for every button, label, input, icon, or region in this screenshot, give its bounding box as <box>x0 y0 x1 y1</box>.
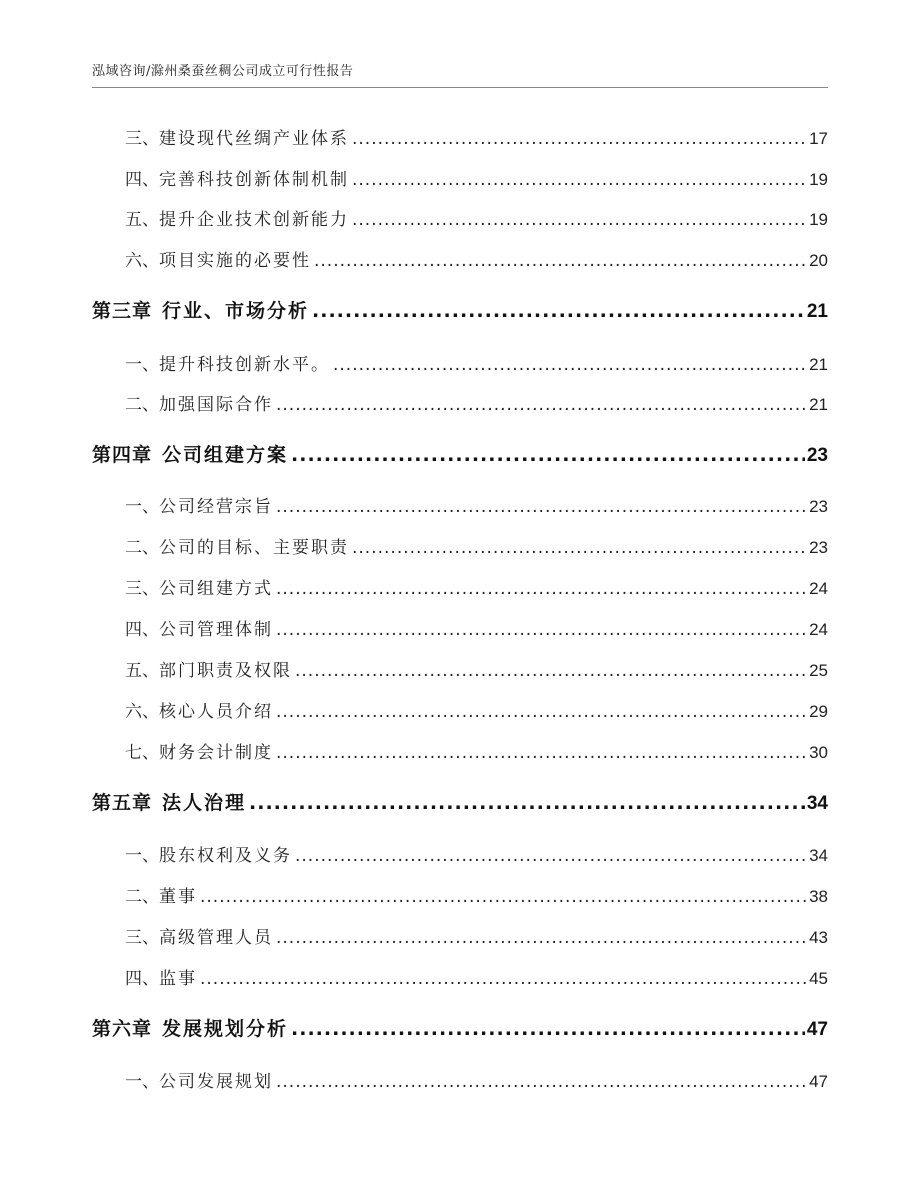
toc-entry[interactable] <box>125 205 828 230</box>
toc-entry-title: 提升科技创新水平。 <box>159 355 330 375</box>
toc-entry-title: 财务会计制度 <box>159 743 273 763</box>
toc-dot-leader <box>333 355 807 375</box>
toc-entry[interactable] <box>125 697 828 722</box>
toc-entry-title: 公司发展规划 <box>159 1072 273 1092</box>
toc-dot-leader <box>276 702 807 722</box>
toc-entry-page: 24 <box>809 579 828 598</box>
toc-chapter-page: 23 <box>806 445 828 466</box>
toc-entry-number: 一、 <box>125 1072 159 1092</box>
toc-chapter-page: 34 <box>806 793 828 814</box>
toc-chapter-title: 法人治理 <box>162 792 247 814</box>
toc-entry-page: 21 <box>809 395 828 414</box>
toc-entry-title: 核心人员介绍 <box>159 702 273 722</box>
toc-entry[interactable] <box>125 738 828 763</box>
toc-entry[interactable] <box>125 390 828 415</box>
toc-entry-page: 21 <box>809 355 828 374</box>
toc-entry-number: 二、 <box>125 538 159 558</box>
toc-entry-title: 董事 <box>159 887 197 907</box>
toc-entry-number: 一、 <box>125 846 159 866</box>
toc-chapter-title: 行业、市场分析 <box>162 300 310 322</box>
toc-entry-number: 六、 <box>125 251 159 271</box>
toc-entry[interactable] <box>125 964 828 989</box>
toc-dot-leader <box>276 497 807 517</box>
toc-entry-page: 47 <box>809 1072 828 1091</box>
toc-entry[interactable] <box>125 923 828 948</box>
toc-dot-leader <box>352 170 807 190</box>
toc-entry-title: 部门职责及权限 <box>159 661 292 681</box>
toc-entry-number: 四、 <box>125 170 159 190</box>
toc-dot-leader <box>276 579 807 599</box>
toc-dot-leader <box>276 1072 807 1092</box>
toc-entry-title: 公司管理体制 <box>159 620 273 640</box>
toc-entry[interactable] <box>125 492 828 517</box>
toc-entry-number: 六、 <box>125 702 159 722</box>
toc-chapter[interactable] <box>92 788 828 815</box>
toc-entry[interactable] <box>125 165 828 190</box>
toc-entry[interactable] <box>125 350 828 375</box>
toc-chapter-number: 第六章 <box>92 1018 153 1040</box>
toc-chapter-page: 47 <box>806 1019 828 1040</box>
toc-entry-title: 完善科技创新体制机制 <box>159 170 349 190</box>
toc-dot-leader <box>352 210 807 230</box>
toc-chapter-title: 公司组建方案 <box>162 444 289 466</box>
toc-entry-page: 29 <box>809 702 828 721</box>
toc-dot-leader <box>276 620 807 640</box>
toc-dot-leader <box>200 969 807 989</box>
toc-entry-number: 三、 <box>125 928 159 948</box>
toc-entry[interactable] <box>125 615 828 640</box>
toc-entry[interactable] <box>125 1067 828 1092</box>
toc-dot-leader <box>276 928 807 948</box>
toc-dot-leader <box>295 846 807 866</box>
toc-dot-leader <box>249 792 805 814</box>
toc-entry-number: 三、 <box>125 579 159 599</box>
toc-dot-leader <box>276 743 807 763</box>
toc-chapter-number: 第四章 <box>92 444 153 466</box>
toc-dot-leader <box>352 129 807 149</box>
toc-entry-number: 二、 <box>125 887 159 907</box>
toc-chapter[interactable] <box>92 1014 828 1041</box>
toc-entry-page: 19 <box>809 170 828 189</box>
toc-entry[interactable] <box>125 656 828 681</box>
toc-dot-leader <box>291 444 805 466</box>
toc-dot-leader <box>312 300 805 322</box>
toc-entry[interactable] <box>125 124 828 149</box>
toc-dot-leader <box>276 395 807 415</box>
toc-entry[interactable] <box>125 246 828 271</box>
toc-entry-number: 四、 <box>125 620 159 640</box>
toc-entry-page: 23 <box>809 497 828 516</box>
toc-entry-page: 34 <box>809 846 828 865</box>
toc-entry-page: 25 <box>809 661 828 680</box>
toc-entry-number: 五、 <box>125 661 159 681</box>
toc-entry-page: 38 <box>809 887 828 906</box>
toc-entry-page: 19 <box>809 210 828 229</box>
toc-entry-number: 四、 <box>125 969 159 989</box>
toc-entry-page: 24 <box>809 620 828 639</box>
toc-entry-page: 23 <box>809 538 828 557</box>
toc-entry-title: 加强国际合作 <box>159 395 273 415</box>
toc-chapter-number: 第三章 <box>92 300 153 322</box>
toc-entry-title: 股东权利及义务 <box>159 846 292 866</box>
toc-entry-page: 17 <box>809 129 828 148</box>
toc-dot-leader <box>295 661 807 681</box>
toc-entry[interactable] <box>125 882 828 907</box>
toc-dot-leader <box>314 251 807 271</box>
toc-dot-leader <box>291 1018 805 1040</box>
toc-entry-title: 项目实施的必要性 <box>159 251 311 271</box>
toc-entry-number: 一、 <box>125 355 159 375</box>
toc-entry-number: 二、 <box>125 395 159 415</box>
toc-entry-title: 高级管理人员 <box>159 928 273 948</box>
toc-entry[interactable] <box>125 533 828 558</box>
toc-entry-title: 建设现代丝绸产业体系 <box>159 129 349 149</box>
toc-chapter[interactable] <box>92 440 828 467</box>
toc-entry-title: 监事 <box>159 969 197 989</box>
toc-dot-leader <box>352 538 807 558</box>
toc-entry-title: 提升企业技术创新能力 <box>159 210 349 230</box>
toc-entry-title: 公司经营宗旨 <box>159 497 273 517</box>
toc-chapter-number: 第五章 <box>92 792 153 814</box>
toc-dot-leader <box>200 887 807 907</box>
toc-entry-title: 公司组建方式 <box>159 579 273 599</box>
toc-chapter-title: 发展规划分析 <box>162 1018 289 1040</box>
running-header: 泓域咨询/滁州桑蚕丝稠公司成立可行性报告 <box>92 64 354 79</box>
toc-entry-page: 43 <box>809 928 828 947</box>
toc-entry-page: 30 <box>809 743 828 762</box>
toc-entry-title: 公司的目标、主要职责 <box>159 538 349 558</box>
toc-entry-page: 20 <box>809 251 828 270</box>
toc-entry-number: 五、 <box>125 210 159 230</box>
toc-entry[interactable] <box>125 841 828 866</box>
toc-entry-number: 一、 <box>125 497 159 517</box>
toc-chapter-page: 21 <box>806 301 828 322</box>
toc-entry-number: 七、 <box>125 743 159 763</box>
toc-entry-page: 45 <box>809 969 828 988</box>
toc-chapter[interactable] <box>92 296 828 323</box>
toc-entry-number: 三、 <box>125 129 159 149</box>
toc-entry[interactable] <box>125 574 828 599</box>
